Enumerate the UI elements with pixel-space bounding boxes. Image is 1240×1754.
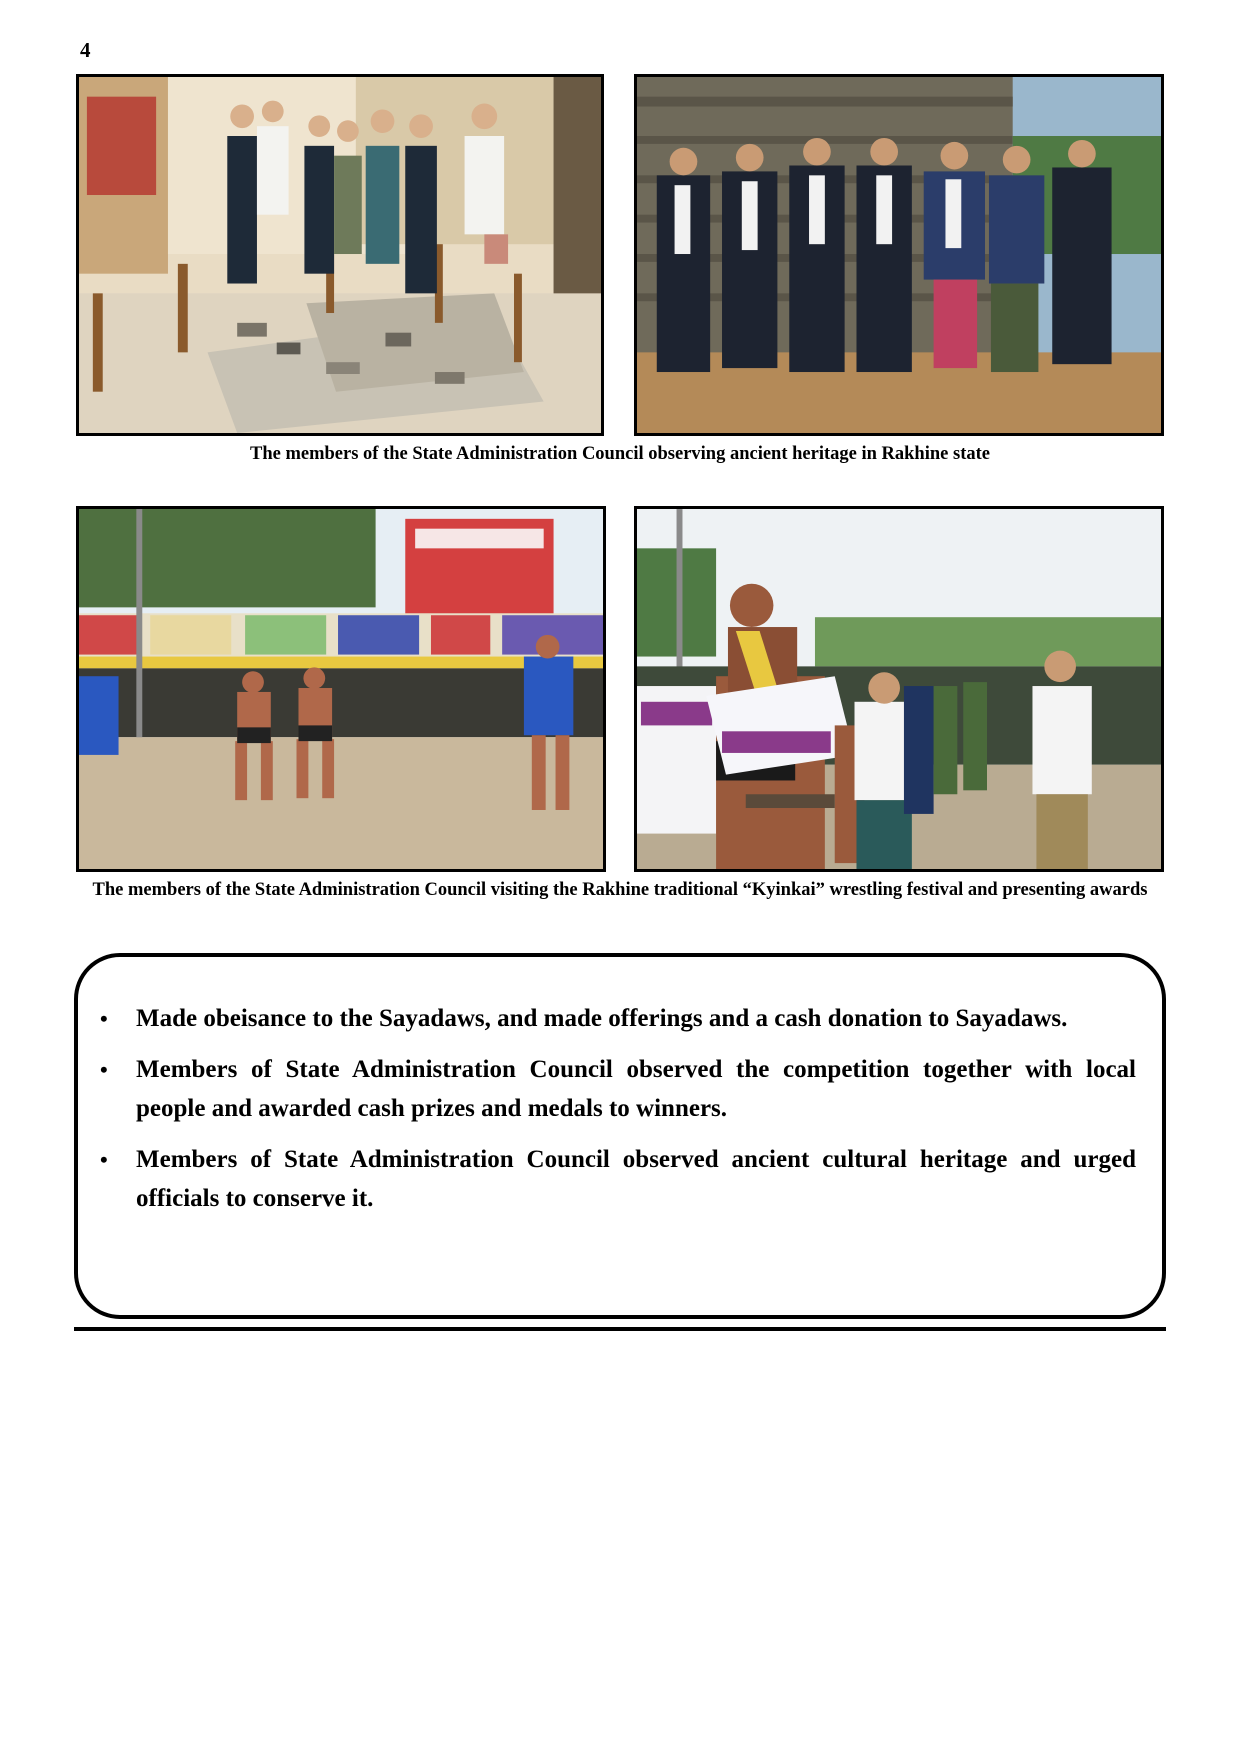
caption-wrestling: The members of the State Administration Council visiting the Rakhine traditional “Kyinkai” wrestling festival and presenting awards: [92, 880, 1148, 900]
page-number: 4: [80, 38, 91, 62]
horizontal-rule: [74, 1327, 1166, 1331]
photo-museum-heritage: [76, 74, 604, 436]
photo-award-presentation: [634, 506, 1164, 872]
bullet-item: [100, 1140, 1136, 1218]
bullet-icon: •: [100, 1057, 108, 1082]
bullet-text: Made obeisance to the Sayadaws, and made offerings and a cash donation to Sayadaws.: [136, 1005, 1068, 1032]
bullet-text: Members of State Administration Council observed ancient cultural heritage and urged officials to conserve it.: [136, 1146, 1136, 1212]
bullet-icon: •: [100, 1147, 108, 1172]
caption-heritage: The members of the State Administration Council observing ancient heritage in Rakhine state: [250, 444, 990, 464]
bullet-icon: •: [100, 1006, 108, 1031]
bullet-item: [100, 999, 1136, 1038]
bullet-item: [100, 1050, 1136, 1128]
photo-kyinkai-wrestling: [76, 506, 606, 872]
bullet-list: [100, 999, 1136, 1218]
info-box: [74, 953, 1166, 1319]
photo-group-at-temple: [634, 74, 1164, 436]
bullet-text: Members of State Administration Council observed the competition together with local people and awarded cash prizes and medals to winners.: [136, 1056, 1136, 1122]
